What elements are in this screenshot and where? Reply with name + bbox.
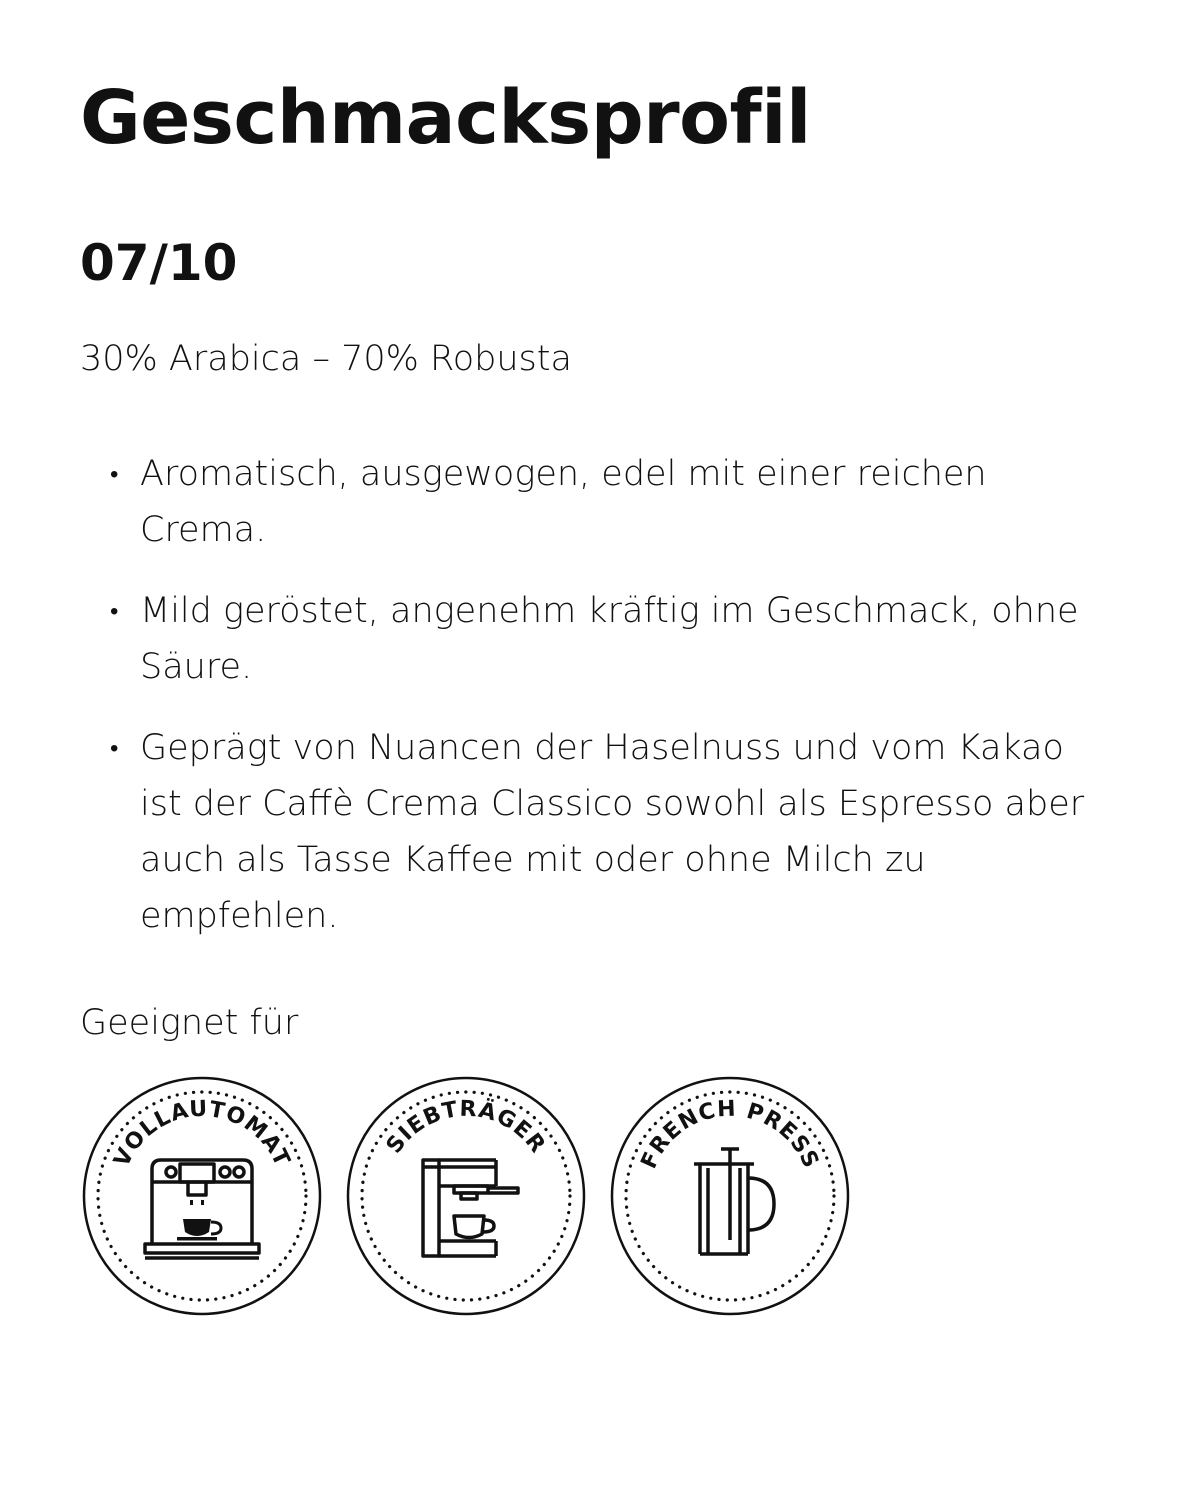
badge-siebtraeger (344, 1074, 588, 1318)
feature-text: Geprägt von Nuancen der Haselnuss und vom Kakao ist der Caffè Crema Classico sowohl als Espresso aber auch als Tasse Kaffee mit oder ohne Milch zu empfehlen. (140, 728, 1085, 936)
suitable-for-label: Geeignet für (80, 1003, 299, 1043)
list-item (80, 583, 1110, 695)
bullet-icon: • (110, 460, 119, 488)
page-title: Geschmacksprofil (80, 75, 811, 161)
feature-list (80, 446, 1110, 969)
taste-score: 07/10 (80, 234, 238, 292)
badge-label: SIEBTRÄGER (381, 1096, 551, 1159)
list-item (80, 446, 1110, 558)
list-item (80, 720, 1110, 944)
feature-text: Mild geröstet, angenehm kräftig im Geschmack, ohne Säure. (140, 591, 1079, 687)
french-press-icon (608, 1074, 852, 1318)
brewing-method-badges (80, 1074, 860, 1318)
badge-vollautomat (80, 1074, 324, 1318)
bullet-icon: • (110, 597, 119, 625)
bean-blend: 30% Arabica – 70% Robusta (80, 339, 572, 379)
bullet-icon: • (110, 734, 119, 762)
feature-text: Aromatisch, ausgewogen, edel mit einer reichen Crema. (140, 454, 987, 550)
badge-label: VOLLAUTOMAT (109, 1096, 295, 1171)
svg-text:SIEBTRÄGER (382, 1097, 550, 1159)
coffee-machine-icon (80, 1074, 324, 1318)
badge-label: FRENCH PRESS (636, 1096, 824, 1173)
portafilter-machine-icon (344, 1074, 588, 1318)
badge-french-press (608, 1074, 852, 1318)
